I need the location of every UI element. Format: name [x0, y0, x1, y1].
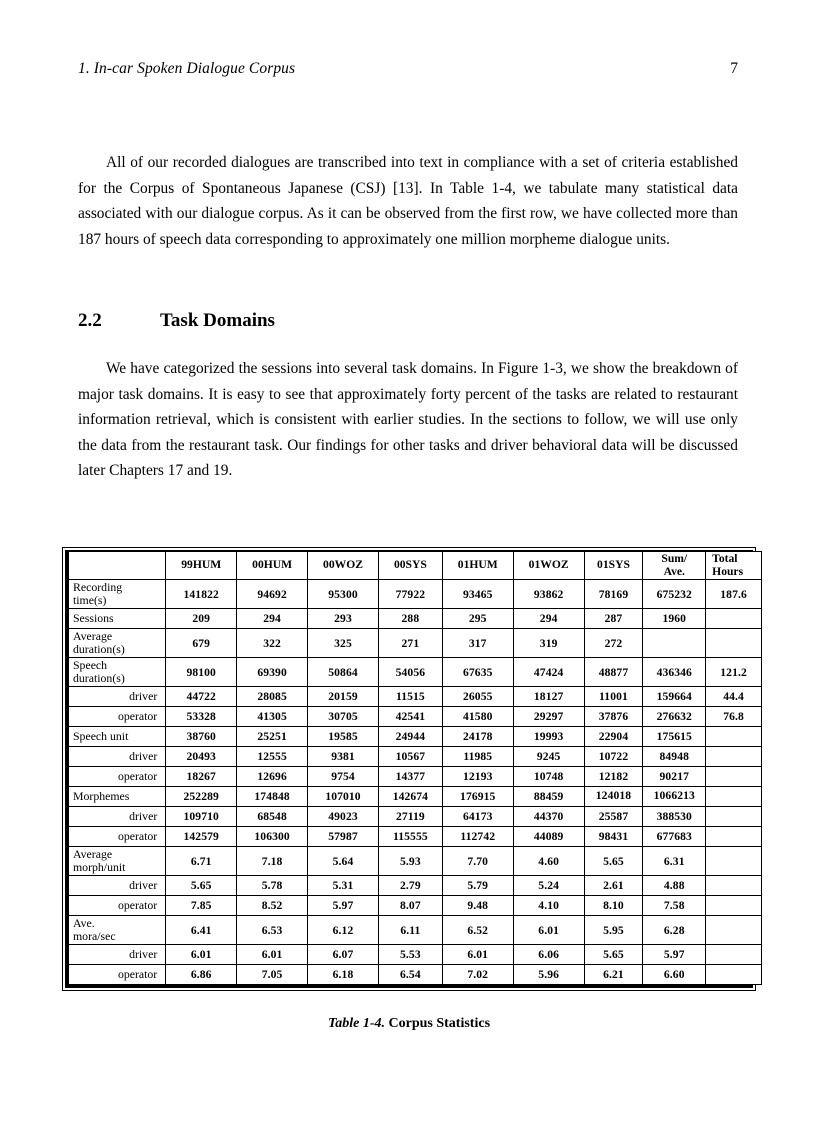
table-cell: 42541 [378, 707, 442, 727]
table-row [69, 767, 762, 787]
table-cell: 121.2 [706, 658, 762, 687]
column-header: 00WOZ [308, 552, 379, 580]
table-caption-label: Table 1-4. [327, 1016, 386, 1031]
table-cell: 6.11 [378, 916, 442, 945]
column-header: 99HUM [166, 552, 237, 580]
table-cell: 5.97 [308, 896, 379, 916]
table-cell: 12696 [237, 767, 308, 787]
table-cell: 6.18 [308, 965, 379, 985]
table-cell-empty [706, 827, 762, 847]
row-label: Speech duration(s) [69, 658, 166, 687]
table-cell: 6.52 [442, 916, 513, 945]
table-cell: 276632 [643, 707, 706, 727]
table-cell: 8.52 [237, 896, 308, 916]
section-title: Task Domains [160, 310, 275, 331]
table-cell: 5.78 [237, 876, 308, 896]
table-cell: 88459 [513, 787, 584, 807]
table-cell: 20159 [308, 687, 379, 707]
table-cell: 112742 [442, 827, 513, 847]
table-cell: 106300 [237, 827, 308, 847]
table-row [69, 876, 762, 896]
table-cell: 6.53 [237, 916, 308, 945]
table-cell: 677683 [643, 827, 706, 847]
table-cell: 41580 [442, 707, 513, 727]
table-cell: 6.01 [442, 945, 513, 965]
table-cell: 1960 [643, 609, 706, 629]
table-row [69, 727, 762, 747]
row-label: Morphemes [69, 787, 166, 807]
table-cell: 54056 [378, 658, 442, 687]
table-cell: 9.48 [442, 896, 513, 916]
table-cell: 176915 [442, 787, 513, 807]
row-label: Ave. mora/sec [69, 916, 166, 945]
table-cell-empty [706, 767, 762, 787]
table-outer-frame [62, 547, 756, 991]
table-row [69, 896, 762, 916]
table-row [69, 945, 762, 965]
table-cell: 25587 [584, 807, 643, 827]
table-cell: 4.60 [513, 847, 584, 876]
table-cell: 90217 [643, 767, 706, 787]
table-cell: 20493 [166, 747, 237, 767]
table-cell: 37876 [584, 707, 643, 727]
row-label: Recording time(s) [69, 580, 166, 609]
table-cell: 93862 [513, 580, 584, 609]
table-cell: 24944 [378, 727, 442, 747]
table-cell: 187.6 [706, 580, 762, 609]
table-cell: 6.28 [643, 916, 706, 945]
table-cell: 109710 [166, 807, 237, 827]
paragraph-task-domains [78, 356, 738, 484]
table-cell: 271 [378, 629, 442, 658]
row-label: Average duration(s) [69, 629, 166, 658]
table-cell: 5.96 [513, 965, 584, 985]
table-cell: 293 [308, 609, 379, 629]
column-header: Total Hours [706, 552, 762, 580]
table-cell-empty [706, 747, 762, 767]
table-cell: 9245 [513, 747, 584, 767]
table-cell: 2.79 [378, 876, 442, 896]
table-cell: 57987 [308, 827, 379, 847]
table-cell: 53328 [166, 707, 237, 727]
table-cell: 5.64 [308, 847, 379, 876]
table-cell: 76.8 [706, 707, 762, 727]
table-cell: 6.12 [308, 916, 379, 945]
table-cell: 49023 [308, 807, 379, 827]
table-cell: 30705 [308, 707, 379, 727]
row-label: driver [69, 687, 166, 707]
table-cell: 38760 [166, 727, 237, 747]
column-header: Sum/ Ave. [643, 552, 706, 580]
table-cell: 11985 [442, 747, 513, 767]
table-cell: 295 [442, 609, 513, 629]
row-label: Average morph/unit [69, 847, 166, 876]
table-cell: 6.60 [643, 965, 706, 985]
table-cell: 6.31 [643, 847, 706, 876]
table-cell: 10722 [584, 747, 643, 767]
table-cell-empty [706, 916, 762, 945]
column-header: 01SYS [584, 552, 643, 580]
column-header: 00HUM [237, 552, 308, 580]
table-cell: 5.65 [584, 945, 643, 965]
row-label: Sessions [69, 609, 166, 629]
table-cell: 93465 [442, 580, 513, 609]
table-cell: 7.02 [442, 965, 513, 985]
table-cell: 25251 [237, 727, 308, 747]
row-label: operator [69, 965, 166, 985]
table-row [69, 827, 762, 847]
table-row [69, 658, 762, 687]
corpus-statistics-table [68, 551, 762, 985]
table-cell: 12182 [584, 767, 643, 787]
table-cell: 11001 [584, 687, 643, 707]
table-cell: 5.97 [643, 945, 706, 965]
table-cell-empty [706, 787, 762, 807]
table-cell: 322 [237, 629, 308, 658]
table-cell: 325 [308, 629, 379, 658]
page-number: 7 [730, 60, 738, 77]
table-cell: 6.21 [584, 965, 643, 985]
table-cell: 5.93 [378, 847, 442, 876]
table-cell: 115555 [378, 827, 442, 847]
table-cell: 287 [584, 609, 643, 629]
table-row [69, 629, 762, 658]
table-body [69, 552, 762, 985]
table-cell: 4.88 [643, 876, 706, 896]
table-cell: 69390 [237, 658, 308, 687]
section-heading [78, 310, 738, 332]
table-row [69, 847, 762, 876]
table-cell: 5.65 [584, 847, 643, 876]
table-cell: 26055 [442, 687, 513, 707]
table-cell: 98431 [584, 827, 643, 847]
table-cell: 6.07 [308, 945, 379, 965]
table-cell: 124018 [584, 787, 643, 807]
table-cell: 6.41 [166, 916, 237, 945]
table-cell: 44089 [513, 827, 584, 847]
table-cell: 5.31 [308, 876, 379, 896]
table-cell: 5.95 [584, 916, 643, 945]
paragraph-task-domains-text: We have categorized the sessions into several task domains. In Figure 1-3, we show the breakdown of major task domains. It is easy to see that approximately forty percent of the tasks are related to restaurant information retrieval, which is consistent with earlier studies. In the sections to follow, we will use only the data from the restaurant task. Our findings for other tasks and driver behavioral data will be discussed later Chapters 17 and 19. [78, 360, 738, 480]
table-cell: 159664 [643, 687, 706, 707]
table-cell: 27119 [378, 807, 442, 827]
table-cell: 5.53 [378, 945, 442, 965]
table-cell: 6.06 [513, 945, 584, 965]
row-label: operator [69, 896, 166, 916]
table-cell: 77922 [378, 580, 442, 609]
table-row [69, 707, 762, 727]
table-cell: 29297 [513, 707, 584, 727]
table-cell-empty [706, 727, 762, 747]
paragraph-intro-text: All of our recorded dialogues are transcribed into text in compliance with a set of criteria established for the Corpus of Spontaneous Japanese (CSJ) [13]. In Table 1-4, we tabulate many statistical data associated with our dialogue corpus. As it can be observed from the first row, we have collected more than 187 hours of speech data corresponding to approximately one million morpheme dialogue units. [78, 154, 738, 248]
table-cell: 679 [166, 629, 237, 658]
table-cell: 8.07 [378, 896, 442, 916]
table-cell-empty [706, 876, 762, 896]
table-cell: 107010 [308, 787, 379, 807]
row-label: driver [69, 807, 166, 827]
table-caption-text: Corpus Statistics [388, 1016, 491, 1031]
row-label: driver [69, 747, 166, 767]
table-cell: 7.70 [442, 847, 513, 876]
table-cell: 1066213 [643, 787, 706, 807]
table-cell: 11515 [378, 687, 442, 707]
table-cell: 6.01 [237, 945, 308, 965]
table-cell: 317 [442, 629, 513, 658]
table-cell: 84948 [643, 747, 706, 767]
table-cell-empty [706, 847, 762, 876]
table-inner-frame [65, 550, 753, 988]
table-cell: 142579 [166, 827, 237, 847]
table-cell: 6.01 [166, 945, 237, 965]
table-cell: 44370 [513, 807, 584, 827]
table-cell: 7.18 [237, 847, 308, 876]
table-cell: 64173 [442, 807, 513, 827]
table-cell: 18127 [513, 687, 584, 707]
table-row [69, 580, 762, 609]
column-header: 01WOZ [513, 552, 584, 580]
table-cell: 5.79 [442, 876, 513, 896]
table-header-row [69, 552, 762, 580]
row-label: operator [69, 707, 166, 727]
table-cell: 28085 [237, 687, 308, 707]
table-cell: 6.01 [513, 916, 584, 945]
table-cell: 94692 [237, 580, 308, 609]
table-cell: 78169 [584, 580, 643, 609]
table-cell: 252289 [166, 787, 237, 807]
corpus-statistics-table-wrapper [62, 547, 756, 991]
table-cell: 9381 [308, 747, 379, 767]
table-row [69, 687, 762, 707]
table-cell: 24178 [442, 727, 513, 747]
running-head [78, 60, 738, 78]
row-label: operator [69, 767, 166, 787]
table-cell: 98100 [166, 658, 237, 687]
table-cell: 19993 [513, 727, 584, 747]
table-cell: 44.4 [706, 687, 762, 707]
table-cell: 95300 [308, 580, 379, 609]
table-cell: 388530 [643, 807, 706, 827]
table-cell: 5.24 [513, 876, 584, 896]
table-cell: 68548 [237, 807, 308, 827]
table-cell: 14377 [378, 767, 442, 787]
table-cell: 272 [584, 629, 643, 658]
row-label: Speech unit [69, 727, 166, 747]
table-row [69, 807, 762, 827]
table-cell: 675232 [643, 580, 706, 609]
table-cell: 44722 [166, 687, 237, 707]
table-cell: 4.10 [513, 896, 584, 916]
table-row [69, 609, 762, 629]
table-caption [62, 1016, 756, 1032]
column-header: 00SYS [378, 552, 442, 580]
section-number: 2.2 [78, 310, 102, 331]
table-cell-empty [706, 807, 762, 827]
table-row [69, 787, 762, 807]
table-cell: 7.85 [166, 896, 237, 916]
table-cell: 288 [378, 609, 442, 629]
table-cell: 175615 [643, 727, 706, 747]
table-cell: 10748 [513, 767, 584, 787]
table-cell: 294 [237, 609, 308, 629]
table-cell: 12193 [442, 767, 513, 787]
table-cell: 9754 [308, 767, 379, 787]
table-row [69, 747, 762, 767]
table-cell: 209 [166, 609, 237, 629]
table-cell: 22904 [584, 727, 643, 747]
paragraph-intro [78, 150, 738, 252]
table-cell: 6.54 [378, 965, 442, 985]
row-label: driver [69, 945, 166, 965]
table-cell: 142674 [378, 787, 442, 807]
table-cell-empty [706, 629, 762, 658]
table-cell-empty [706, 609, 762, 629]
row-label: operator [69, 827, 166, 847]
table-cell: 19585 [308, 727, 379, 747]
table-cell: 10567 [378, 747, 442, 767]
table-cell: 41305 [237, 707, 308, 727]
table-row [69, 916, 762, 945]
table-cell: 12555 [237, 747, 308, 767]
table-cell: 436346 [643, 658, 706, 687]
running-head-title: 1. In-car Spoken Dialogue Corpus [78, 60, 296, 77]
column-header: 01HUM [442, 552, 513, 580]
row-label: driver [69, 876, 166, 896]
table-cell: 2.61 [584, 876, 643, 896]
table-cell: 294 [513, 609, 584, 629]
table-corner-cell [69, 552, 166, 580]
table-cell: 7.05 [237, 965, 308, 985]
table-cell: 141822 [166, 580, 237, 609]
table-cell: 319 [513, 629, 584, 658]
table-cell: 7.58 [643, 896, 706, 916]
table-cell: 6.71 [166, 847, 237, 876]
table-cell: 48877 [584, 658, 643, 687]
table-cell: 8.10 [584, 896, 643, 916]
table-cell-empty [706, 945, 762, 965]
table-cell-empty [706, 965, 762, 985]
table-cell: 6.86 [166, 965, 237, 985]
table-cell: 18267 [166, 767, 237, 787]
table-row [69, 965, 762, 985]
table-cell: 50864 [308, 658, 379, 687]
table-cell: 174848 [237, 787, 308, 807]
table-cell: 5.65 [166, 876, 237, 896]
table-cell: 47424 [513, 658, 584, 687]
table-cell-empty [706, 896, 762, 916]
table-cell: 67635 [442, 658, 513, 687]
table-cell-empty [643, 629, 706, 658]
